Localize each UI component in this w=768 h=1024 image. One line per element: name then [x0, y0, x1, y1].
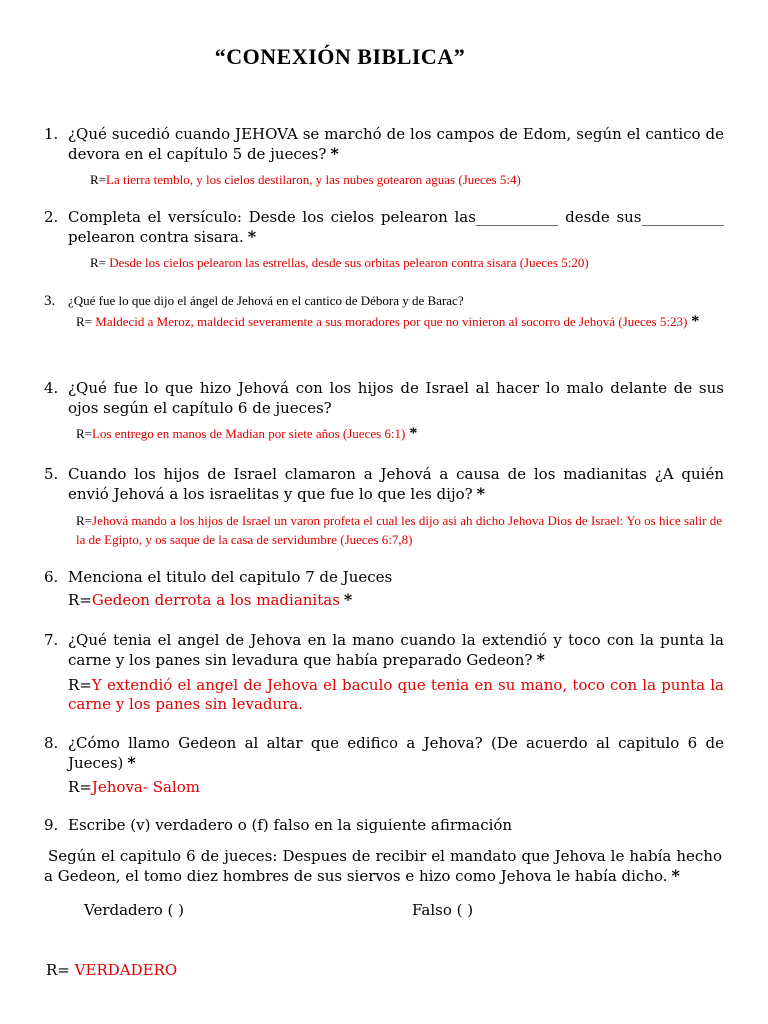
question-text: ¿Qué sucedió cuando JEHOVA se marchó de los campos de Edom, según el cantico de devora en el capítulo 5 de jueces? — [68, 125, 724, 163]
answer-label: R= — [76, 314, 93, 329]
question-3 — [44, 291, 724, 311]
answer-6 — [68, 590, 352, 610]
required-star: * — [691, 313, 700, 330]
answer-label: R= — [68, 778, 92, 796]
question-9 — [44, 815, 724, 835]
question-1 — [44, 124, 724, 166]
required-star: * — [409, 425, 418, 442]
answer-label: R= — [90, 255, 107, 270]
question-6 — [44, 567, 724, 587]
answer-4 — [76, 424, 417, 443]
answer-text: Gedeon derrota a los madianitas — [91, 591, 340, 609]
answer-text: Jehová mando a los hijos de Israel un varon profeta el cual les dijo asi ah dicho Jehova Dios de Israel: Yo os hice salir de la de Egipto, y os saque de la casa de servidumbre (Jueces 6:7,8) — [76, 513, 722, 547]
question-number: 6. — [44, 568, 59, 586]
answer-1 — [90, 170, 521, 189]
answer-text: Desde los cielos pelearon las estrellas, desde sus orbitas pelearon contra sisara (Jueces 5:20) — [109, 255, 589, 270]
answer-label: R= — [46, 961, 70, 979]
answer-text: Y extendió el angel de Jehova el baculo que tenia en su mano, toco con la punta la carne y los panes sin levadura. — [68, 676, 724, 713]
question-8 — [44, 733, 724, 775]
required-star: * — [476, 484, 486, 503]
question-5 — [44, 464, 724, 506]
answer-text: Jehova- Salom — [91, 778, 200, 796]
question-text: Menciona el titulo del capitulo 7 de Jueces — [68, 568, 393, 586]
question-number: 4. — [44, 379, 59, 397]
answer-3 — [76, 310, 722, 334]
question-text: ¿Cómo llamo Gedeon al altar que edifico a Jehova? (De acuerdo al capitulo 6 de Jueces) — [68, 734, 724, 772]
option-falso[interactable]: Falso ( ) — [412, 901, 474, 919]
question-number: 2. — [44, 208, 59, 226]
question-number: 5. — [44, 465, 59, 483]
answer-label: R= — [76, 426, 93, 441]
question-number: 7. — [44, 631, 59, 649]
answer-label: R= — [68, 676, 92, 694]
answer-label: R= — [90, 172, 107, 187]
answer-label: R= — [68, 591, 92, 609]
answer-7 — [68, 676, 724, 714]
question-text: Escribe (v) verdadero o (f) falso en la siguiente afirmación — [68, 816, 513, 834]
statement-9 — [44, 846, 722, 888]
required-star: * — [330, 144, 339, 163]
answer-9 — [46, 960, 177, 980]
answer-label: R= — [76, 513, 93, 528]
question-7 — [44, 630, 724, 672]
answer-5 — [76, 511, 722, 549]
answer-text: La tierra temblo, y los cielos destilaron, y las nubes gotearon aguas (Jueces 5:4) — [106, 172, 521, 187]
answer-text: Maldecid a Meroz, maldecid severamente a sus moradores por que no vinieron al socorro de Jehová (Jueces 5:23) — [95, 314, 688, 329]
question-4 — [44, 378, 724, 420]
question-number: 8. — [44, 734, 59, 752]
question-text: Cuando los hijos de Israel clamaron a Jehová a causa de los madianitas ¿A quién envió Jehová a los israelitas y que fue lo que les dijo? — [68, 465, 724, 503]
answer-8 — [68, 777, 200, 797]
statement-text: Según el capitulo 6 de jueces: Despues de recibir el mandato que Jehova le había hecho a Gedeon, el tomo diez hombres de sus siervos e hizo como Jehova le había dicho. — [44, 847, 722, 885]
required-star: * — [127, 753, 136, 772]
question-number: 3. — [44, 293, 56, 309]
answer-text: Los entrego en manos de Madian por siete años (Jueces 6:1) — [92, 426, 406, 441]
required-star: * — [343, 590, 353, 609]
question-text: Completa el versículo: Desde los cielos pelearon las___________ desde sus___________ pelearon contra sisara. — [68, 208, 724, 246]
question-2 — [44, 207, 724, 249]
answer-text: VERDADERO — [74, 961, 178, 979]
required-star: * — [536, 650, 545, 669]
question-number: 9. — [44, 816, 59, 834]
required-star: * — [247, 227, 257, 246]
question-number: 1. — [44, 125, 59, 143]
question-text: ¿Qué fue lo que hizo Jehová con los hijos de Israel al hacer lo malo delante de sus ojos según el capítulo 6 de jueces? — [68, 379, 724, 417]
question-text: ¿Qué tenia el angel de Jehova en la mano cuando la extendió y toco con la punta la carne y los panes sin levadura que había preparado Gedeon? — [68, 631, 724, 669]
required-star: * — [671, 866, 680, 885]
page-title: “CONEXIÓN BIBLICA” — [214, 44, 466, 69]
option-verdadero[interactable]: Verdadero ( ) — [84, 901, 184, 919]
question-text: ¿Qué fue lo que dijo el ángel de Jehová en el cantico de Débora y de Barac? — [68, 293, 464, 308]
answer-2 — [90, 253, 589, 272]
